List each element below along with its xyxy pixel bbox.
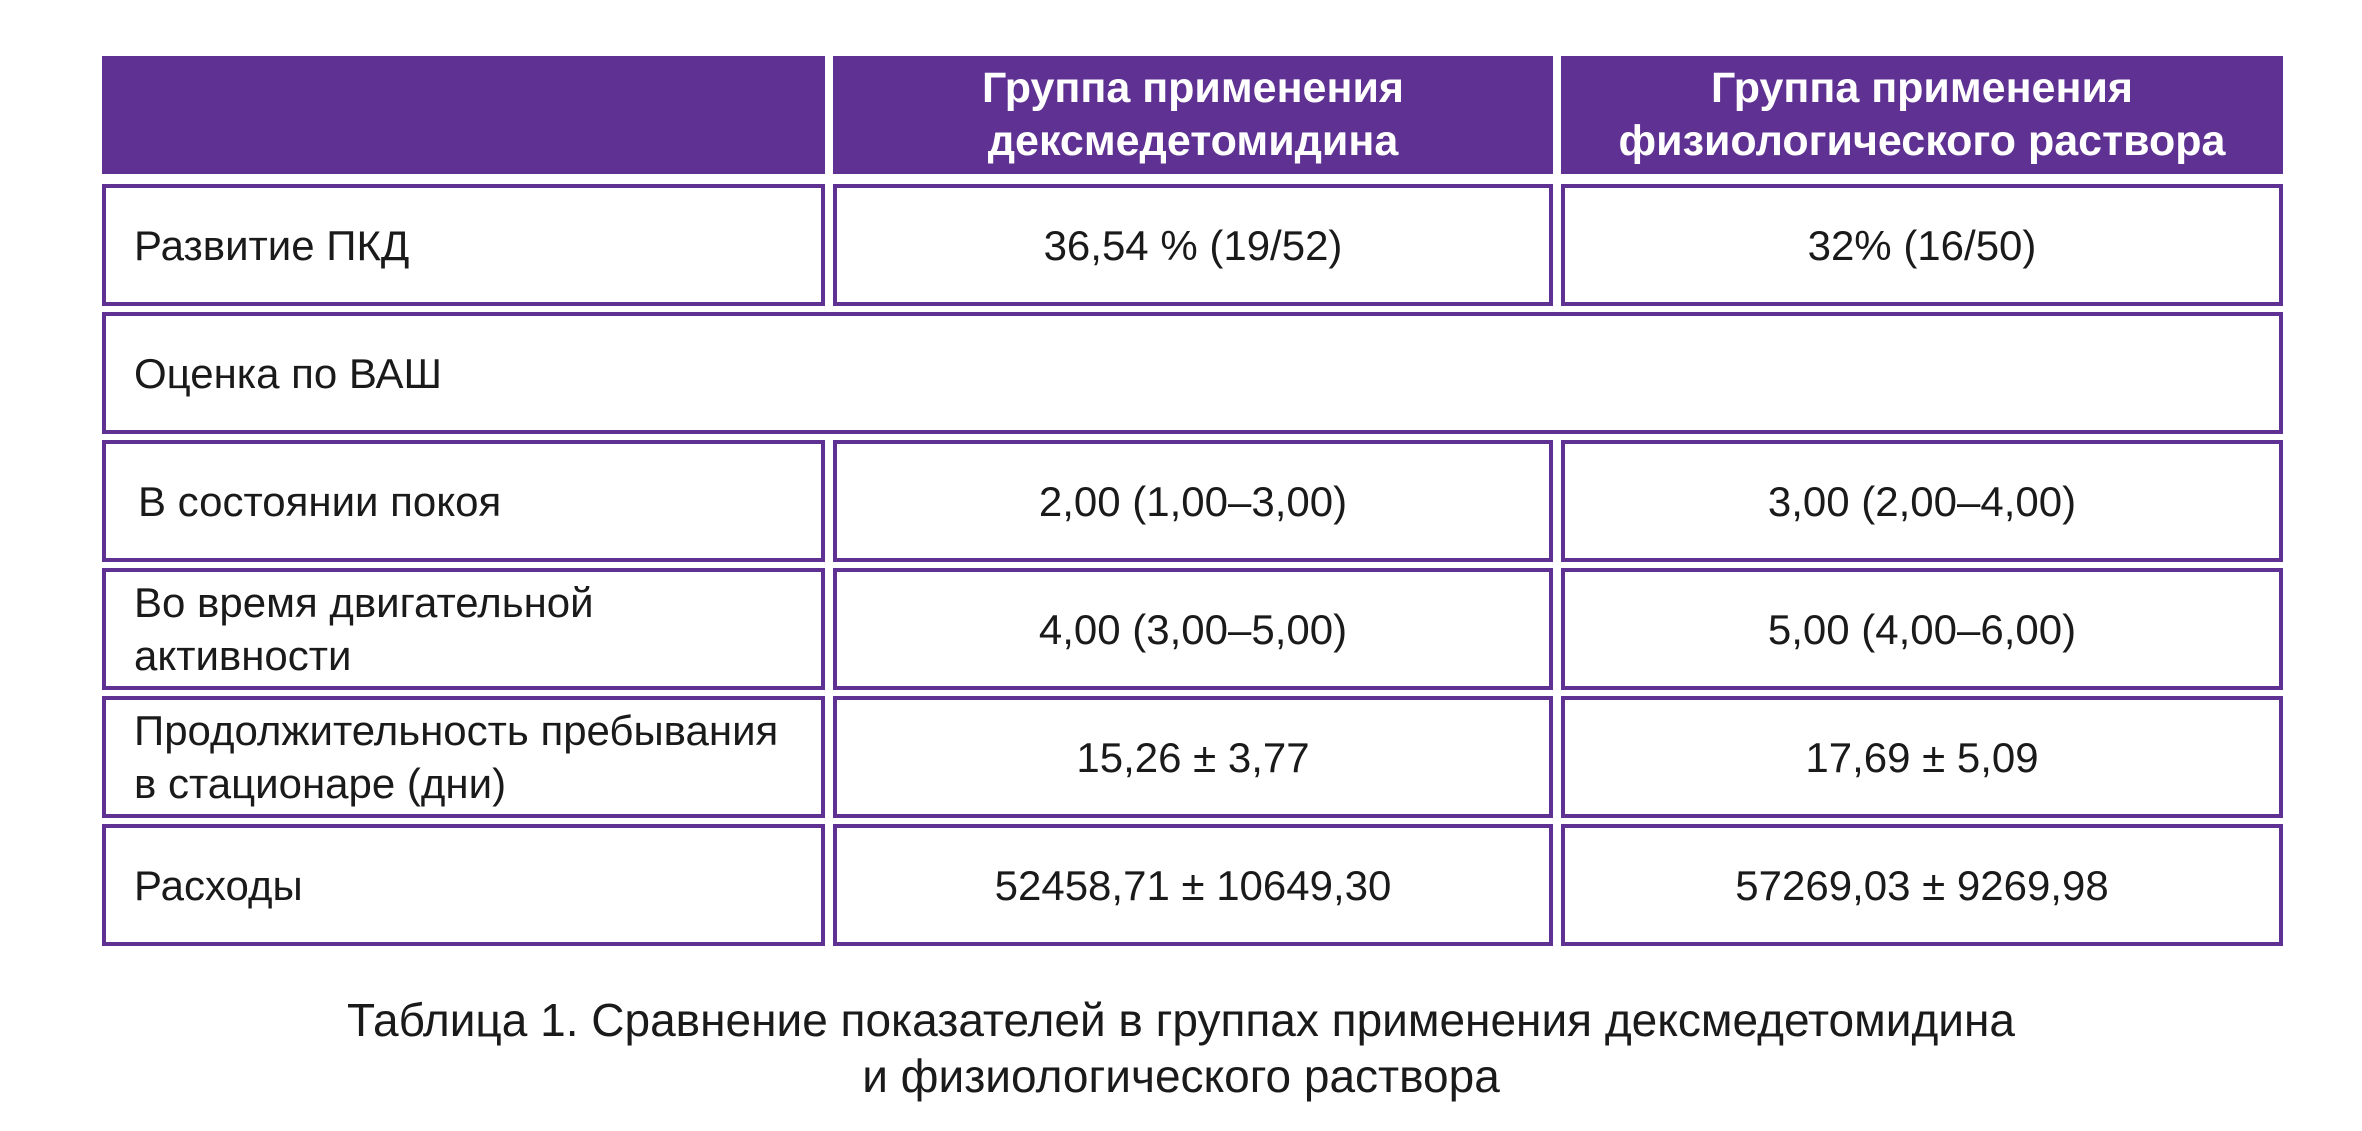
row-value-motor-dex: 4,00 (3,00–5,00): [833, 568, 1553, 690]
row-value-rest-dex: 2,00 (1,00–3,00): [833, 440, 1553, 562]
table-caption: [0, 992, 2362, 1104]
row-value-pkd-dex: 36,54 % (19/52): [833, 184, 1553, 306]
row-value-pkd-saline: 32% (16/50): [1561, 184, 2283, 306]
row-label-costs: Расходы: [102, 824, 825, 946]
row-label-vas-section: Оценка по ВАШ: [102, 312, 2283, 434]
row-value-stay-saline: 17,69 ± 5,09: [1561, 696, 2283, 818]
table-caption-text: Таблица 1. Сравнение показателей в группах применения дексмедетомидина и физиологического раствора: [347, 994, 2015, 1102]
row-label-motor-activity: Во время двигательной активности: [102, 568, 825, 690]
row-label-pkd: Развитие ПКД: [102, 184, 825, 306]
header-cell-empty: [102, 56, 825, 174]
header-cell-dexmedetomidine-group: Группа применения дексмедетомидина: [833, 56, 1553, 174]
row-value-rest-saline: 3,00 (2,00–4,00): [1561, 440, 2283, 562]
header-cell-saline-group: Группа применения физиологического раствора: [1561, 56, 2283, 174]
row-value-motor-saline: 5,00 (4,00–6,00): [1561, 568, 2283, 690]
row-value-costs-dex: 52458,71 ± 10649,30: [833, 824, 1553, 946]
row-value-stay-dex: 15,26 ± 3,77: [833, 696, 1553, 818]
row-label-hospital-stay: Продолжительность пребывания в стационаре (дни): [102, 696, 825, 818]
row-label-rest: В состоянии покоя: [102, 440, 825, 562]
row-value-costs-saline: 57269,03 ± 9269,98: [1561, 824, 2283, 946]
